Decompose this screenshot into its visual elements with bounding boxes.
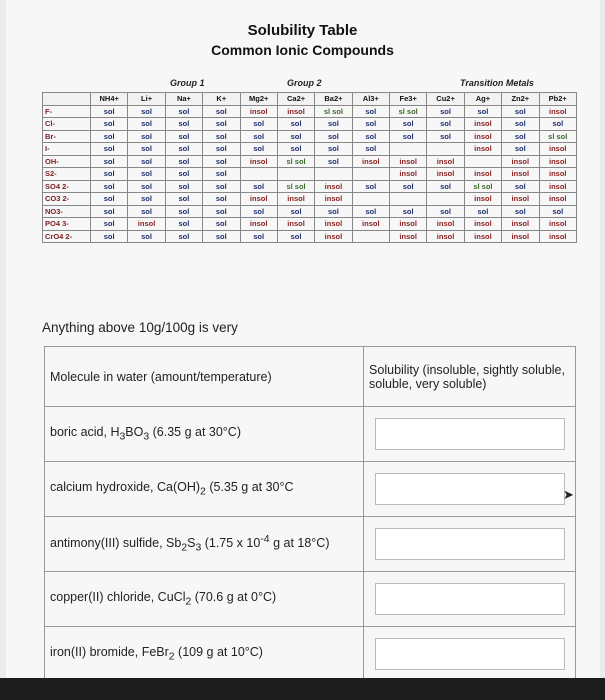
- anion-label: PO4 3-: [43, 218, 91, 231]
- solubility-row: [43, 218, 577, 231]
- solubility-cell: insol: [539, 180, 577, 193]
- solubility-cell: sol: [427, 118, 464, 131]
- solubility-cell: sl sol: [315, 105, 352, 118]
- solubility-cell: sol: [91, 168, 128, 181]
- solubility-cell: sol: [315, 130, 352, 143]
- solubility-cell: sol: [352, 130, 389, 143]
- solubility-cell: sl sol: [539, 130, 577, 143]
- solubility-cell: insol: [464, 218, 501, 231]
- transition-metals-label: Transition Metals: [460, 78, 534, 88]
- answer-field-antimony-sulfide[interactable]: [375, 528, 565, 560]
- solubility-cell: sol: [352, 180, 389, 193]
- solubility-cell: insol: [502, 193, 539, 206]
- anion-label: Cl-: [43, 118, 91, 131]
- answer-field-calcium-hydroxide[interactable]: [375, 473, 565, 505]
- solubility-cell: sol: [203, 168, 240, 181]
- solubility-cell: sol: [91, 118, 128, 131]
- solubility-cell: insol: [315, 180, 352, 193]
- solubility-cell: sol: [203, 105, 240, 118]
- solubility-cell: sol: [165, 205, 202, 218]
- solubility-cell: insol: [502, 155, 539, 168]
- solubility-cell: sol: [203, 155, 240, 168]
- solubility-cell: sol: [91, 143, 128, 156]
- solubility-cell: insol: [390, 155, 427, 168]
- molecule-iron-bromide: iron(II) bromide, FeBr$_2$ (109 g at 10°C): [45, 627, 364, 682]
- solubility-cell: insol: [315, 193, 352, 206]
- solubility-cell: sol: [203, 230, 240, 243]
- question-row: [45, 462, 576, 517]
- solubility-cell: sol: [128, 155, 165, 168]
- solubility-row: [43, 180, 577, 193]
- molecule-calcium-hydroxide: calcium hydroxide, $Ca(OH)_2$ (5.35 g at 30°C: [45, 462, 364, 517]
- answer-field-iron-bromide[interactable]: [375, 638, 565, 670]
- solubility-cell: sol: [165, 193, 202, 206]
- solubility-cell: insol: [464, 130, 501, 143]
- solubility-cell: sol: [502, 118, 539, 131]
- anion-label: SO4 2-: [43, 180, 91, 193]
- solubility-cell: insol: [539, 218, 577, 231]
- solubility-cell: insol: [464, 143, 501, 156]
- cation-header: Al3+: [352, 93, 389, 106]
- solubility-table: [42, 92, 577, 243]
- solubility-cell: sol: [91, 130, 128, 143]
- solubility-cell: insol: [352, 218, 389, 231]
- solubility-cell: sol: [277, 230, 314, 243]
- solubility-cell: sol: [502, 143, 539, 156]
- solubility-cell: insol: [464, 230, 501, 243]
- note-text: Anything above 10g/100g is very: [42, 320, 238, 335]
- solubility-cell: sol: [240, 180, 277, 193]
- solubility-cell: sol: [203, 218, 240, 231]
- solubility-table-wrap: [42, 78, 577, 243]
- solubility-cell: sol: [427, 130, 464, 143]
- cation-header: Zn2+: [502, 93, 539, 106]
- solubility-cell: sol: [539, 118, 577, 131]
- solubility-row: [43, 193, 577, 206]
- solubility-cell: [390, 193, 427, 206]
- solubility-cell: sol: [315, 205, 352, 218]
- solubility-cell: sol: [240, 143, 277, 156]
- question-table: [44, 346, 576, 682]
- solubility-cell: sol: [352, 118, 389, 131]
- molecule-antimony-sulfide: antimony(III) sulfide, $Sb_2S_3$ (1.75 x $10^{-4}$ g at 18°C): [45, 517, 364, 572]
- solubility-cell: insol: [539, 230, 577, 243]
- solubility-cell: [464, 155, 501, 168]
- header-solubility: Solubility (insoluble, sightly soluble, soluble, very soluble): [364, 347, 576, 407]
- solubility-row: [43, 118, 577, 131]
- solubility-cell: sol: [203, 118, 240, 131]
- solubility-cell: sol: [277, 143, 314, 156]
- cation-header: K+: [203, 93, 240, 106]
- solubility-cell: [390, 143, 427, 156]
- solubility-cell: insol: [390, 168, 427, 181]
- solubility-cell: insol: [427, 168, 464, 181]
- solubility-cell: [352, 230, 389, 243]
- solubility-cell: sol: [128, 105, 165, 118]
- solubility-cell: insol: [128, 218, 165, 231]
- solubility-cell: sol: [128, 168, 165, 181]
- solubility-cell: [240, 168, 277, 181]
- cation-header: Ba2+: [315, 93, 352, 106]
- solubility-row: [43, 230, 577, 243]
- solubility-cell: insol: [502, 230, 539, 243]
- solubility-cell: sol: [203, 130, 240, 143]
- solubility-cell: sol: [539, 205, 577, 218]
- solubility-cell: sol: [502, 105, 539, 118]
- solubility-cell: sl sol: [277, 155, 314, 168]
- solubility-cell: sol: [352, 205, 389, 218]
- header-molecule: Molecule in water (amount/temperature): [45, 347, 364, 407]
- solubility-cell: sol: [352, 143, 389, 156]
- table-title: Solubility Table: [247, 22, 358, 39]
- cation-header: Pb2+: [539, 93, 577, 106]
- solubility-cell: sol: [128, 230, 165, 243]
- solubility-cell: sol: [91, 155, 128, 168]
- solubility-cell: insol: [464, 118, 501, 131]
- solubility-cell: sol: [91, 205, 128, 218]
- answer-field-boric-acid[interactable]: [375, 418, 565, 450]
- solubility-cell: sol: [203, 193, 240, 206]
- solubility-cell: sol: [427, 105, 464, 118]
- solubility-cell: sol: [165, 180, 202, 193]
- solubility-cell: [352, 193, 389, 206]
- anion-label: I-: [43, 143, 91, 156]
- solubility-cell: sol: [203, 143, 240, 156]
- solubility-cell: insol: [240, 193, 277, 206]
- solubility-cell: insol: [277, 218, 314, 231]
- solubility-cell: sol: [165, 105, 202, 118]
- solubility-cell: insol: [539, 155, 577, 168]
- solubility-cell: sol: [203, 205, 240, 218]
- solubility-cell: insol: [427, 218, 464, 231]
- question-header-row: [45, 347, 576, 407]
- cation-header: Mg2+: [240, 93, 277, 106]
- solubility-cell: sol: [240, 230, 277, 243]
- group2-label: Group 2: [287, 78, 322, 88]
- solubility-cell: sol: [502, 130, 539, 143]
- cation-header-row: [43, 93, 577, 106]
- solubility-cell: insol: [240, 155, 277, 168]
- solubility-cell: [352, 168, 389, 181]
- solubility-cell: sol: [240, 205, 277, 218]
- question-row: [45, 572, 576, 627]
- solubility-cell: sol: [165, 155, 202, 168]
- solubility-cell: sol: [128, 205, 165, 218]
- solubility-row: [43, 168, 577, 181]
- solubility-row: [43, 130, 577, 143]
- solubility-cell: sol: [390, 205, 427, 218]
- cation-header: Li+: [128, 93, 165, 106]
- solubility-cell: insol: [464, 168, 501, 181]
- solubility-cell: sol: [91, 180, 128, 193]
- solubility-cell: sol: [277, 205, 314, 218]
- solubility-cell: sol: [315, 118, 352, 131]
- solubility-cell: insol: [539, 105, 577, 118]
- solubility-cell: sol: [91, 193, 128, 206]
- anion-label: F-: [43, 105, 91, 118]
- anion-label: NO3-: [43, 205, 91, 218]
- anion-label: Br-: [43, 130, 91, 143]
- solubility-cell: sol: [240, 130, 277, 143]
- solubility-cell: sol: [277, 130, 314, 143]
- solubility-cell: sol: [128, 193, 165, 206]
- solubility-cell: insol: [352, 155, 389, 168]
- bottom-bar: [0, 678, 605, 700]
- question-row: [45, 407, 576, 462]
- solubility-cell: insol: [427, 155, 464, 168]
- cation-header: Ca2+: [277, 93, 314, 106]
- solubility-cell: insol: [390, 218, 427, 231]
- cation-header: Na+: [165, 93, 202, 106]
- solubility-cell: insol: [464, 193, 501, 206]
- anion-label: OH-: [43, 155, 91, 168]
- anion-label: S2-: [43, 168, 91, 181]
- solubility-cell: insol: [539, 143, 577, 156]
- group-labels: [42, 78, 577, 92]
- anion-label: CrO4 2-: [43, 230, 91, 243]
- solubility-cell: sl sol: [277, 180, 314, 193]
- cation-header: NH4+: [91, 93, 128, 106]
- solubility-cell: sol: [315, 143, 352, 156]
- solubility-cell: sol: [165, 168, 202, 181]
- cation-header: Cu2+: [427, 93, 464, 106]
- solubility-cell: sol: [128, 143, 165, 156]
- solubility-cell: [315, 168, 352, 181]
- mouse-cursor-icon: ➤: [563, 487, 574, 502]
- solubility-cell: sol: [315, 155, 352, 168]
- solubility-cell: sol: [502, 205, 539, 218]
- solubility-cell: sol: [390, 118, 427, 131]
- solubility-cell: sl sol: [464, 180, 501, 193]
- solubility-cell: insol: [240, 218, 277, 231]
- solubility-cell: sol: [464, 205, 501, 218]
- solubility-cell: sol: [352, 105, 389, 118]
- solubility-cell: sol: [128, 118, 165, 131]
- question-row: [45, 517, 576, 572]
- solubility-cell: [277, 168, 314, 181]
- solubility-cell: insol: [502, 168, 539, 181]
- solubility-row: [43, 205, 577, 218]
- solubility-cell: insol: [240, 105, 277, 118]
- solubility-row: [43, 143, 577, 156]
- solubility-cell: insol: [539, 193, 577, 206]
- solubility-cell: sol: [390, 130, 427, 143]
- cation-header: Ag+: [464, 93, 501, 106]
- solubility-cell: sol: [91, 230, 128, 243]
- solubility-cell: sol: [203, 180, 240, 193]
- answer-field-copper-chloride[interactable]: [375, 583, 565, 615]
- solubility-cell: sol: [165, 130, 202, 143]
- table-subtitle: Common Ionic Compounds: [211, 42, 394, 58]
- solubility-cell: insol: [539, 168, 577, 181]
- solubility-cell: sl sol: [390, 105, 427, 118]
- solubility-cell: sol: [502, 180, 539, 193]
- solubility-cell: sol: [165, 230, 202, 243]
- solubility-row: [43, 105, 577, 118]
- solubility-cell: insol: [277, 105, 314, 118]
- molecule-copper-chloride: copper(II) chloride, CuCl$_2$ (70.6 g at 0°C): [45, 572, 364, 627]
- solubility-cell: sol: [91, 105, 128, 118]
- solubility-cell: insol: [315, 218, 352, 231]
- solubility-cell: sol: [427, 205, 464, 218]
- cation-header: Fe3+: [390, 93, 427, 106]
- solubility-cell: sol: [240, 118, 277, 131]
- solubility-cell: sol: [165, 218, 202, 231]
- group1-label: Group 1: [170, 78, 205, 88]
- solubility-cell: sol: [165, 143, 202, 156]
- solubility-cell: [427, 193, 464, 206]
- solubility-cell: sol: [91, 218, 128, 231]
- solubility-cell: sol: [165, 118, 202, 131]
- solubility-cell: insol: [502, 218, 539, 231]
- solubility-cell: sol: [464, 105, 501, 118]
- solubility-cell: sol: [128, 180, 165, 193]
- molecule-boric-acid: boric acid, $H_3BO_3$ (6.35 g at 30°C): [45, 407, 364, 462]
- solubility-cell: sol: [277, 118, 314, 131]
- solubility-cell: insol: [390, 230, 427, 243]
- solubility-cell: insol: [315, 230, 352, 243]
- solubility-cell: insol: [427, 230, 464, 243]
- solubility-cell: sol: [427, 180, 464, 193]
- solubility-cell: sol: [128, 130, 165, 143]
- question-row: [45, 627, 576, 682]
- corner-cell: [43, 93, 91, 106]
- solubility-cell: [427, 143, 464, 156]
- solubility-row: [43, 155, 577, 168]
- solubility-cell: sol: [390, 180, 427, 193]
- solubility-cell: insol: [277, 193, 314, 206]
- anion-label: CO3 2-: [43, 193, 91, 206]
